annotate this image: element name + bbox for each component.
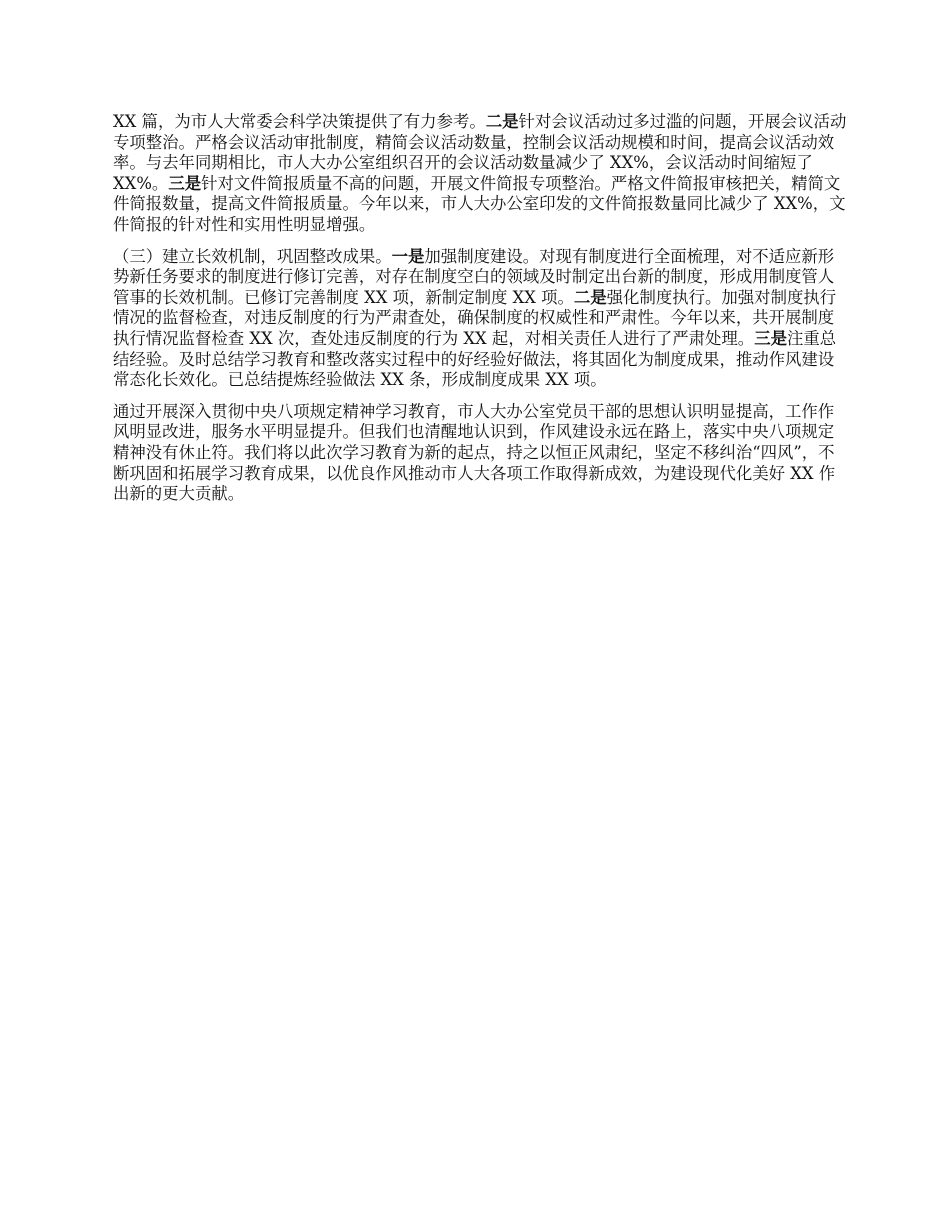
bold-marker-second: 二是 — [485, 112, 519, 131]
document-body — [113, 112, 848, 516]
paragraph-long-term-mechanism — [113, 247, 848, 391]
paragraph-text: 注重总结经验。及时总结学习教育和整改落实过程中的好经验好做法，将其固化为制度成果，推动作风建设常态化长效化。已总结提炼经验做法 XX 条，形成制度成果 XX 项。 — [113, 328, 837, 390]
paragraph-text: 强化制度执行。加强对制度执行情况的监督检查，对违反制度的行为严肃查处，确保制度的权威性和严肃性。今年以来，共开展制度执行情况监督检查 XX 次，查处违反制度的行为 XX 起，对相关责任人进行了严肃处理。 — [113, 287, 837, 348]
bold-marker-third: 三是 — [754, 328, 787, 348]
paragraph-text: 针对文件简报质量不高的问题，开展文件简报专项整治。严格文件简报审核把关，精简文件简报数量，提高文件简报质量。今年以来，市人大办公室印发的文件简报数量同比减少了 XX%，文件简报的针对性和实用性明显增强。 — [113, 173, 846, 234]
section-heading-text: （三）建立长效机制，巩固整改成果。 — [113, 246, 392, 266]
bold-marker-second: 二是 — [573, 287, 607, 307]
paragraph-conclusion — [113, 402, 848, 505]
bold-marker-third: 三是 — [168, 173, 202, 193]
paragraph-text: 针对会议活动过多过滥的问题，开展会议活动专项整治。严格会议活动审批制度，精简会议活动数量，控制会议活动规模和时间，提高会议活动效率。与去年同期相比，市人大办公室组织召开的会议活动数量减少了 XX%，会议活动时间缩短了 XX%。 — [113, 112, 847, 193]
paragraph-text: 通过开展深入贯彻中央八项规定精神学习教育，市人大办公室党员干部的思想认识明显提高，工作作风明显改进，服务水平明显提升。但我们也清醒地认识到，作风建设永远在路上，落实中央八项规定精神没有休止符。我们将以此次学习教育为新的起点，持之以恒正风肃纪，坚定不移纠治“四风”，不断巩固和拓展学习教育成果，以优良作风推动市人大各项工作取得新成效，为建设现代化美好 XX 作出新的更大贡献。 — [113, 401, 836, 504]
paragraph-meeting-document-rectification — [113, 112, 848, 236]
bold-marker-first: 一是 — [391, 246, 425, 266]
paragraph-text: XX 篇，为市人大常委会科学决策提供了有力参考。 — [113, 112, 486, 131]
paragraph-text: 加强制度建设。对现有制度进行全面梳理，对不适应新形势新任务要求的制度进行修订完善，对存在制度空白的领域及时制定出台新的制度，形成用制度管人管事的长效机制。已修订完善制度 XX 项，新制定制度 XX 项。 — [113, 246, 835, 307]
